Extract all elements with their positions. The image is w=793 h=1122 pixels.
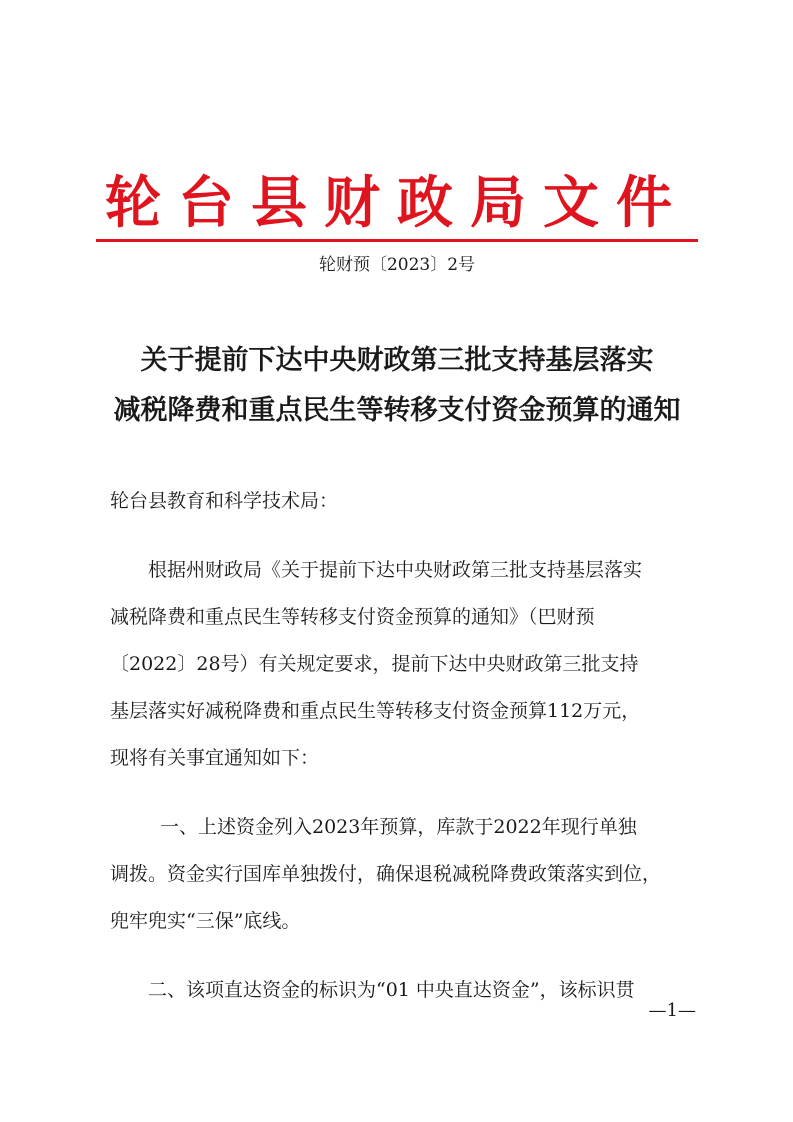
subject-line-2: 减税降费和重点民生等转移支付资金预算的通知 [113,395,681,426]
document-body [110,478,690,1014]
paragraph-2-line: 一、上述资金列入2023年预算，库款于2022年现行单独 [160,816,637,838]
subject-line-1: 关于提前下达中央财政第三批支持基层落实 [140,345,654,376]
paragraph-2 [110,804,690,945]
paragraph-2-line: 调拨。资金实行国库单独拨付，确保退税减税降费政策落实到位， [110,863,662,885]
page-number: —1— [648,1000,696,1021]
red-header-rule [96,239,698,242]
paragraph-1-line: 减税降费和重点民生等转移支付资金预算的通知》（巴财预 [110,606,595,628]
addressee: 轮台县教育和科学技术局： [110,490,339,512]
paragraph-1-line: 根据州财政局《关于提前下达中央财政第三批支持基层落实 [148,559,643,581]
document-subject [96,336,698,436]
paragraph-1-line: 基层落实好减税降费和重点民生等转移支付资金预算112万元， [110,700,641,722]
document-number: 轮财预〔2023〕2号 [318,255,476,275]
paragraph-1-line: 〔2022〕28号）有关规定要求，提前下达中央财政第三批支持 [110,653,639,675]
paragraph-2-line: 兜牢兜实“三保”底线。 [110,910,301,932]
issuing-authority-title: 轮台县财政局文件 [105,171,689,236]
paragraph-1 [110,547,690,782]
paragraph-3-line: 二、该项直达资金的标识为“01 中央直达资金”，该标识贯 [148,979,635,1001]
paragraph-1-line: 现将有关事宜通知如下： [110,747,320,769]
